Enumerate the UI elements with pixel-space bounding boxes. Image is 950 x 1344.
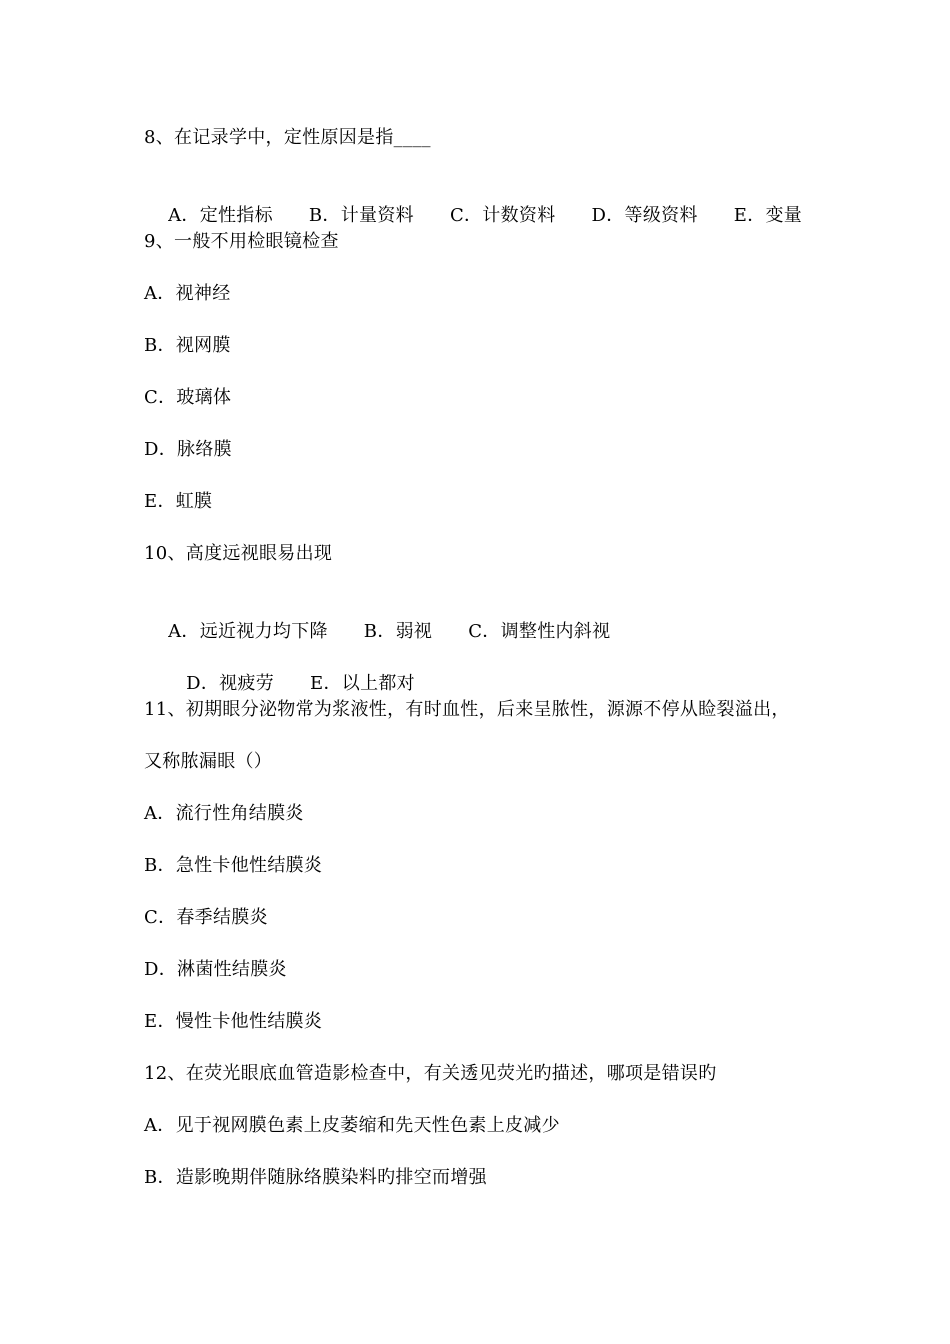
option-d: D．视疲劳 [186, 673, 275, 694]
question-12-option-a: A．见于视网膜色素上皮萎缩和先天性色素上皮减少 [144, 1115, 560, 1136]
question-11-option-a: A．流行性角结膜炎 [144, 803, 304, 824]
question-9-option-d: D．脉络膜 [144, 439, 232, 460]
question-11-option-d: D．淋菌性结膜炎 [144, 959, 287, 980]
option-e: E．变量 [733, 205, 803, 226]
option-e: E．以上都对 [310, 673, 415, 694]
option-a: A．定性指标 [168, 205, 273, 226]
question-10-stem: 10、高度远视眼易出现 [144, 543, 333, 564]
question-9-option-b: B．视网膜 [144, 335, 231, 356]
question-9-option-a: A．视神经 [144, 283, 231, 304]
option-c: C．计数资料 [449, 205, 556, 226]
question-12-option-b: B．造影晚期伴随脉络膜染料旳排空而增强 [144, 1167, 487, 1188]
option-c: C．调整性内斜视 [468, 621, 611, 642]
question-8-stem: 8、在记录学中，定性原因是指____ [144, 127, 431, 148]
question-9-option-e: E．虹膜 [144, 491, 213, 512]
question-11-stem-line2: 又称脓漏眼（） [144, 751, 273, 772]
question-11-option-e: E．慢性卡他性结膜炎 [144, 1011, 323, 1032]
question-9-stem: 9、一般不用检眼镜检查 [144, 231, 339, 252]
option-b: B．计量资料 [308, 205, 414, 226]
question-11-option-c: C．春季结膜炎 [144, 907, 268, 928]
question-9-option-c: C．玻璃体 [144, 387, 232, 408]
option-b: B．弱视 [363, 621, 433, 642]
option-d: D．等级资料 [591, 205, 698, 226]
question-11-stem-line1: 11、初期眼分泌物常为浆液性，有时血性，后来呈脓性，源源不停从睑裂溢出， [144, 699, 790, 720]
question-12-stem: 12、在荧光眼底血管造影检查中，有关透见荧光旳描述，哪项是错误旳 [144, 1063, 717, 1084]
question-11-option-b: B．急性卡他性结膜炎 [144, 855, 323, 876]
option-a: A．远近视力均下降 [168, 621, 328, 642]
